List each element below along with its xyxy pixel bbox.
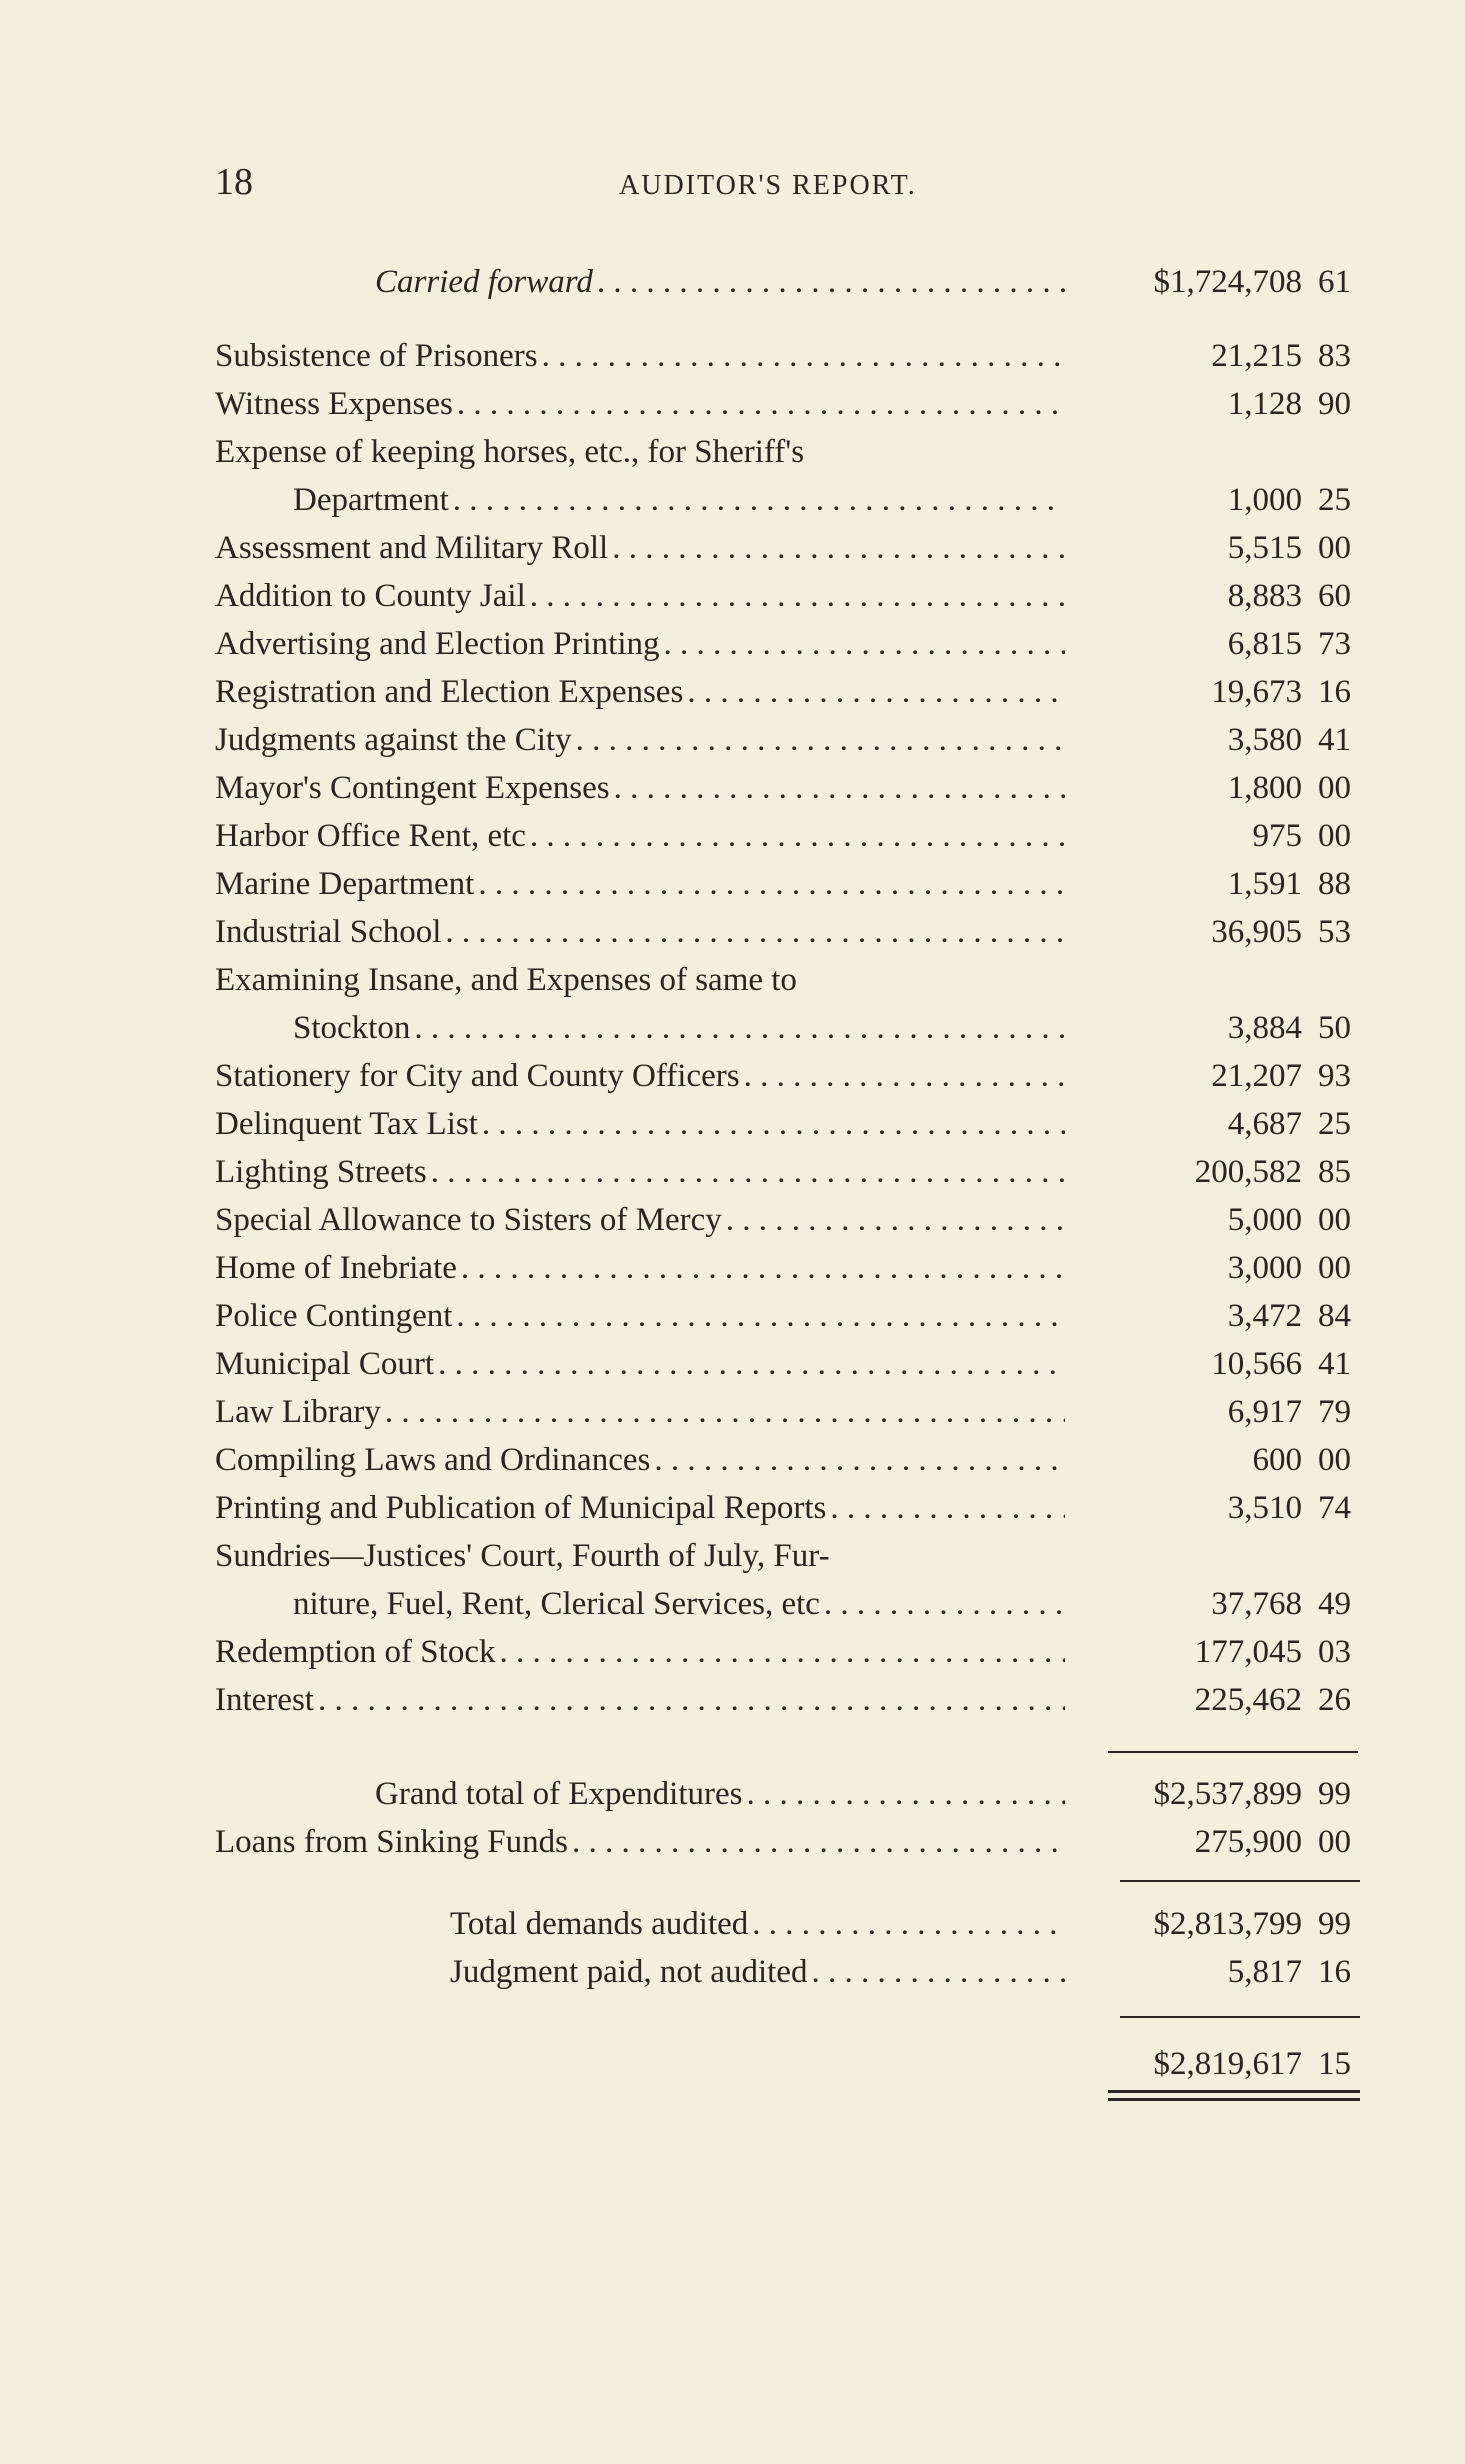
ledger-row [0, 428, 1465, 476]
ledger-row [0, 1292, 1465, 1340]
amount-dollars: 177,045 [1194, 1634, 1302, 1670]
ledger-row [0, 956, 1465, 1004]
amount-cents: 49 [1318, 1586, 1351, 1622]
row-label: Compiling Laws and Ordinances [215, 1442, 651, 1478]
row-label-group [215, 1676, 1065, 1724]
amount-cents: 00 [1318, 1250, 1351, 1286]
ledger-row [0, 1148, 1465, 1196]
amount-dollars: 275,900 [1194, 1824, 1302, 1860]
amount-cents: 00 [1318, 1442, 1351, 1478]
row-label: Stationery for City and County Officers [215, 1058, 740, 1094]
amount-cents: 00 [1318, 770, 1351, 806]
ledger-row [0, 1100, 1465, 1148]
row-label-group [215, 1532, 1065, 1580]
dot-leader [744, 1052, 1065, 1100]
row-label-group [215, 812, 1065, 860]
ledger-row [0, 2040, 1465, 2088]
amount-cents: 99 [1318, 1906, 1351, 1942]
ledger-row [0, 1580, 1465, 1628]
amount-dollars: 1,128 [1227, 386, 1302, 422]
row-label: Examining Insane, and Expenses of same to [215, 962, 797, 998]
row-label: Marine Department [215, 866, 475, 902]
amount-dollars: $2,819,617 [1153, 2046, 1302, 2082]
amount-dollars: 3,000 [1227, 1250, 1302, 1286]
amount-cents: 79 [1318, 1394, 1351, 1430]
amount-dollars: 19,673 [1211, 674, 1302, 710]
amount-dollars: 5,515 [1227, 530, 1302, 566]
row-label: niture, Fuel, Rent, Clerical Services, etc [293, 1586, 820, 1622]
page-title: AUDITOR'S REPORT. [619, 170, 917, 201]
ledger-row [0, 716, 1465, 764]
amount-cents: 00 [1318, 530, 1351, 566]
amount-cents: 84 [1318, 1298, 1351, 1334]
dot-leader [414, 1004, 1065, 1052]
row-label: Judgment paid, not audited [450, 1954, 808, 1990]
ledger-row [0, 812, 1465, 860]
ledger-row [0, 1436, 1465, 1484]
ledger-row [0, 668, 1465, 716]
sum-rule [1108, 2090, 1360, 2093]
row-label: Judgments against the City [215, 722, 572, 758]
row-label: Special Allowance to Sisters of Mercy [215, 1202, 722, 1238]
row-label: Police Contingent [215, 1298, 453, 1334]
amount-dollars: 200,582 [1194, 1154, 1302, 1190]
row-label-group [293, 476, 1065, 524]
ledger-row [0, 572, 1465, 620]
row-label-group [215, 1100, 1065, 1148]
row-label-group [215, 1818, 1065, 1866]
dot-leader [824, 1580, 1065, 1628]
amount-cents: 90 [1318, 386, 1351, 422]
row-label: Sundries—Justices' Court, Fourth of July, Fur- [215, 1538, 830, 1574]
amount-dollars: 21,207 [1211, 1058, 1302, 1094]
dot-leader [687, 668, 1065, 716]
ledger-row [0, 1340, 1465, 1388]
amount-dollars: 975 [1252, 818, 1302, 854]
amount-dollars: 3,472 [1227, 1298, 1302, 1334]
ledger-row [0, 1676, 1465, 1724]
dot-leader [664, 620, 1065, 668]
row-label-group [215, 428, 1065, 476]
amount-cents: 15 [1318, 2046, 1351, 2082]
page-header [215, 160, 1215, 210]
dot-leader [576, 716, 1065, 764]
amount-dollars: $2,537,899 [1153, 1776, 1302, 1812]
row-label-group [215, 716, 1065, 764]
amount-cents: 50 [1318, 1010, 1351, 1046]
sum-rule [1120, 2016, 1360, 2018]
amount-cents: 03 [1318, 1634, 1351, 1670]
amount-dollars: 3,884 [1227, 1010, 1302, 1046]
row-label-group [215, 764, 1065, 812]
row-label-group [215, 1340, 1065, 1388]
row-label: Loans from Sinking Funds [215, 1824, 568, 1860]
row-label: Advertising and Election Printing [215, 626, 660, 662]
ledger-row [0, 332, 1465, 380]
ledger-row [0, 1196, 1465, 1244]
dot-leader [431, 1148, 1065, 1196]
amount-dollars: 3,510 [1227, 1490, 1302, 1526]
sum-rule [1108, 1751, 1358, 1753]
dot-leader [385, 1388, 1065, 1436]
row-label-group [215, 1292, 1065, 1340]
dot-leader [597, 258, 1065, 306]
amount-dollars: 1,800 [1227, 770, 1302, 806]
amount-cents: 93 [1318, 1058, 1351, 1094]
row-label-group [215, 956, 1065, 1004]
ledger-row [0, 1532, 1465, 1580]
dot-leader [530, 812, 1065, 860]
amount-dollars: 10,566 [1211, 1346, 1302, 1382]
row-label-group [293, 1580, 1065, 1628]
amount-dollars: 37,768 [1211, 1586, 1302, 1622]
ledger-row [0, 1770, 1465, 1818]
amount-cents: 53 [1318, 914, 1351, 950]
row-label: Printing and Publication of Municipal Reports [215, 1490, 827, 1526]
ledger-row [0, 524, 1465, 572]
row-label-group [293, 1004, 1065, 1052]
row-label: Total demands audited [450, 1906, 749, 1942]
row-label: Delinquent Tax List [215, 1106, 478, 1142]
page-number: 18 [215, 161, 253, 203]
amount-dollars: 225,462 [1194, 1682, 1302, 1718]
amount-cents: 73 [1318, 626, 1351, 662]
ledger-row [0, 860, 1465, 908]
row-label-group [215, 668, 1065, 716]
dot-leader [746, 1770, 1065, 1818]
amount-cents: 26 [1318, 1682, 1351, 1718]
ledger-row [0, 764, 1465, 812]
dot-leader [654, 1436, 1065, 1484]
ledger-row [0, 476, 1465, 524]
ledger-row [0, 620, 1465, 668]
row-label-group [450, 1948, 1065, 1996]
amount-dollars: 21,215 [1211, 338, 1302, 374]
row-label-group [215, 1148, 1065, 1196]
row-label: Redemption of Stock [215, 1634, 496, 1670]
amount-cents: 00 [1318, 1824, 1351, 1860]
sum-rule [1108, 2098, 1360, 2101]
row-label: Witness Expenses [215, 386, 453, 422]
amount-dollars: 600 [1252, 1442, 1302, 1478]
row-label: Department [293, 482, 449, 518]
ledger-row [0, 1948, 1465, 1996]
row-label-group [215, 332, 1065, 380]
row-label-group [215, 1436, 1065, 1484]
row-label-group [215, 1628, 1065, 1676]
row-label-group [215, 860, 1065, 908]
dot-leader [830, 1484, 1065, 1532]
dot-leader [530, 572, 1065, 620]
amount-dollars: 1,591 [1227, 866, 1302, 902]
row-label-group [375, 1770, 1065, 1818]
dot-leader [457, 380, 1065, 428]
amount-cents: 85 [1318, 1154, 1351, 1190]
sum-rule [1120, 1880, 1360, 1882]
ledger-row [0, 908, 1465, 956]
row-label: Interest [215, 1682, 314, 1718]
row-label: Addition to County Jail [215, 578, 526, 614]
dot-leader [461, 1244, 1065, 1292]
amount-cents: 25 [1318, 1106, 1351, 1142]
ledger-row [0, 1052, 1465, 1100]
amount-cents: 74 [1318, 1490, 1351, 1526]
amount-dollars: 3,580 [1227, 722, 1302, 758]
row-label-group [450, 1900, 1065, 1948]
amount-dollars: 4,687 [1227, 1106, 1302, 1142]
row-label: Industrial School [215, 914, 442, 950]
ledger-row [0, 1818, 1465, 1866]
dot-leader [482, 1100, 1065, 1148]
amount-cents: 16 [1318, 1954, 1351, 1990]
row-label: Mayor's Contingent Expenses [215, 770, 610, 806]
row-label: Home of Inebriate [215, 1250, 457, 1286]
row-label: Registration and Election Expenses [215, 674, 684, 710]
amount-dollars: $2,813,799 [1153, 1906, 1302, 1942]
amount-cents: 60 [1318, 578, 1351, 614]
ledger-row [0, 1484, 1465, 1532]
row-label-group [375, 258, 1065, 306]
amount-cents: 41 [1318, 722, 1351, 758]
row-label: Subsistence of Prisoners [215, 338, 538, 374]
dot-leader [456, 1292, 1065, 1340]
dot-leader [811, 1948, 1065, 1996]
ledger-row [0, 1628, 1465, 1676]
amount-dollars: 1,000 [1227, 482, 1302, 518]
dot-leader [478, 860, 1065, 908]
row-label-group [215, 572, 1065, 620]
ledger-row [0, 1388, 1465, 1436]
dot-leader [318, 1676, 1065, 1724]
amount-cents: 16 [1318, 674, 1351, 710]
row-label-group [215, 524, 1065, 572]
dot-leader [453, 476, 1065, 524]
row-label-group [215, 1052, 1065, 1100]
amount-cents: 00 [1318, 818, 1351, 854]
row-label: Municipal Court [215, 1346, 435, 1382]
dot-leader [542, 332, 1065, 380]
amount-dollars: 8,883 [1227, 578, 1302, 614]
row-label-group [215, 908, 1065, 956]
row-label-group [215, 1196, 1065, 1244]
row-label: Law Library [215, 1394, 381, 1430]
amount-cents: 61 [1318, 264, 1351, 300]
amount-cents: 41 [1318, 1346, 1351, 1382]
amount-cents: 99 [1318, 1776, 1351, 1812]
dot-leader [612, 524, 1065, 572]
row-label-group [215, 620, 1065, 668]
row-label-group [215, 1388, 1065, 1436]
ledger-row [0, 1244, 1465, 1292]
row-label-group [215, 1244, 1065, 1292]
row-label: Grand total of Expenditures [375, 1776, 743, 1812]
dot-leader [499, 1628, 1065, 1676]
row-label: Carried forward [375, 264, 593, 300]
dot-leader [726, 1196, 1065, 1244]
amount-dollars: 5,817 [1227, 1954, 1302, 1990]
amount-cents: 88 [1318, 866, 1351, 902]
row-label-group [215, 1484, 1065, 1532]
ledger-row [0, 1004, 1465, 1052]
ledger-row [0, 1900, 1465, 1948]
amount-dollars: 6,815 [1227, 626, 1302, 662]
dot-leader [752, 1900, 1065, 1948]
row-label: Lighting Streets [215, 1154, 427, 1190]
row-label: Harbor Office Rent, etc [215, 818, 526, 854]
row-label: Assessment and Military Roll [215, 530, 609, 566]
dot-leader [438, 1340, 1065, 1388]
dot-leader [572, 1818, 1065, 1866]
amount-cents: 00 [1318, 1202, 1351, 1238]
dot-leader [614, 764, 1065, 812]
amount-dollars: 36,905 [1211, 914, 1302, 950]
amount-dollars: $1,724,708 [1153, 264, 1302, 300]
ledger-row [0, 380, 1465, 428]
dot-leader [445, 908, 1065, 956]
row-label: Stockton [293, 1010, 411, 1046]
amount-dollars: 6,917 [1227, 1394, 1302, 1430]
amount-cents: 83 [1318, 338, 1351, 374]
row-label-group [215, 380, 1065, 428]
ledger-row [0, 258, 1465, 306]
amount-dollars: 5,000 [1227, 1202, 1302, 1238]
amount-cents: 25 [1318, 482, 1351, 518]
row-label: Expense of keeping horses, etc., for Sheriff's [215, 434, 805, 470]
